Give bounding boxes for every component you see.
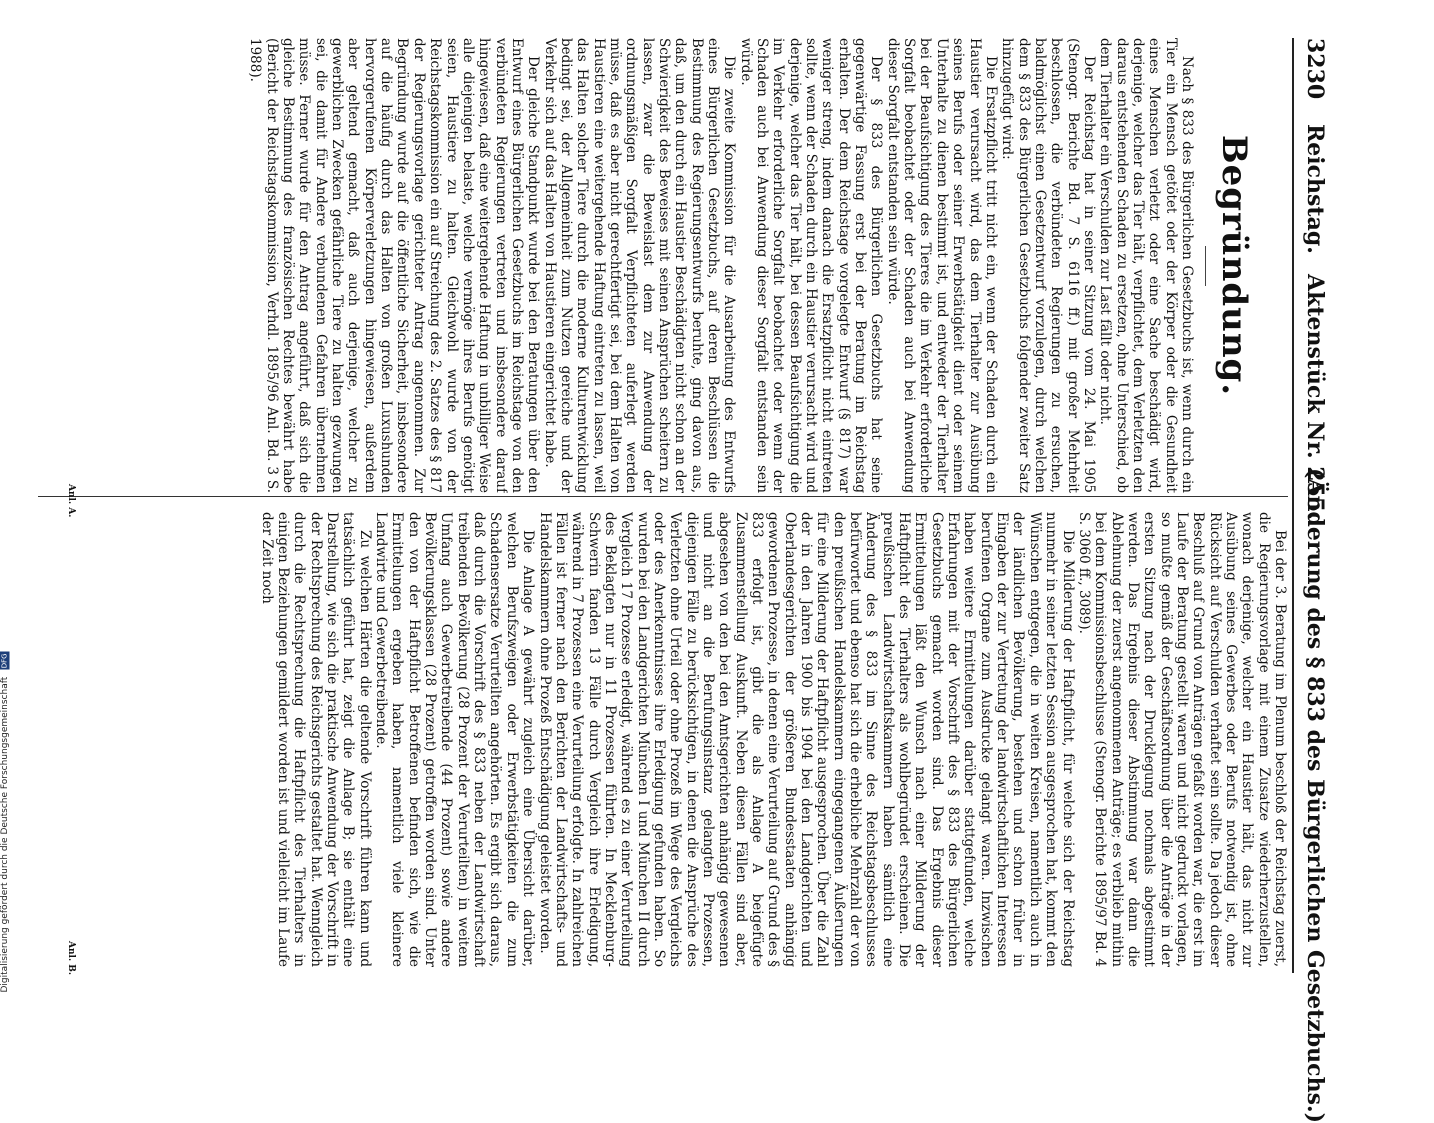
left-paragraphs [247,38,1195,493]
page-number: 3230 [1302,38,1328,100]
credit-text: Digitalisierung gefördert durch die Deutsche Forschungsgemeinschaft [0,676,10,992]
paragraph: Der gleiche Standpunkt wurde bei den Beratungen über den Entwurf eines Bürgerlichen Gesetzbuchs im Reichstage von den verbündeten Regierungen vertreten und insbesondere darauf hingewiesen, daß eine weitergehende Haftung in unbilliger Weise alle diejenigen belaste, welche vermöge ihres Berufs genötigt seien, Haustiere zu halten. Gleichwohl wurde von der Reichstagskommission ein auf Streichung des 2. Satzes des § 817 der Regierungsvorlage gerichteter Antrag angenommen. Zur Begründung wurde auf die öffentliche Sicherheit, insbesondere auf die häufig durch das Halten von großen Luxushunden hervorgerufenen Körperverletzungen hingewiesen, außerdem aber geltend gemacht, daß auch derjenige, welcher zu gewerblichen Zwecken gefährliche Tiere zu halten gezwungen sei, die damit für Andere verbundenen Gefahren übernehmen müsse. Ferner wurde für den Antrag angeführt, daß sich die gleiche Bestimmung des französischen Rechtes bewährt habe (Bericht der Reichstagskommission, Verhdl. 1895/96 Anl. Bd. 3 S. 1988). [247,38,542,493]
title-rule [1205,246,1206,286]
left-column [18,38,1288,493]
right-paragraphs [258,512,1288,967]
paragraph: Bei der 3. Beratung im Plenum beschloß der Reichstag zuerst, die Regierungsvorlage mit einem Zusatze wiederherzustellen, wonach derjenige, welcher ein Haustier hält, das nicht zur Ausübung seines Gewerbes oder Berufs notwendig ist, ohne Rücksicht auf Verschulden verhaftet sein sollte. Da jedoch dieser Beschluß auf Grund von Anträgen gefaßt worden war, die erst im Laufe der Beratung gestellt waren und nicht gedruckt vorlagen, so mußte gemäß der Geschäftsordnung über die Anträge in der ersten Sitzung nach der Drucklegung nochmals abgestimmt werden. Das Ergebnis dieser Abstimmung war dann die Ablehnung der zuerst angenommenen Anträge; es verblieb mithin bei dem Kommissionsbeschlusse (Stenogr. Berichte 1895/97 Bd. 4 S. 3060 ff., 3089). [1075,512,1288,967]
paragraph: Zu welchen Härten die geltende Vorschrift führen kann und tatsächlich geführt hat, zeigt die Anlage B; sie enthält eine Darstellung, wie sich die praktische Anwendung der Vorschrift in der Rechtsprechung des Reichsgerichts gestaltet hat. Wenngleich durch die Rechtsprechung die Haftpflicht des Tierhalters in einigen Beziehungen gemildert worden ist und vielleicht im Laufe der Zeit noch [258,512,373,967]
column-divider [38,496,1288,497]
paragraph: Die Milderung der Haftpflicht, für welche sich der Reichstag nunmehr in seiner letzten Session ausgesprochen hat, kommt den Wünschen entgegen, die in weiten Kreisen, namentlich auch in der ländlichen Bevölkerung, bestehen und schon früher in Eingaben der zur Vertretung der landwirtschaftlichen Interessen berufenen Organe zum Ausdrucke gelangt waren. Inzwischen haben weitere Ermittelungen darüber stattgefunden, welche Erfahrungen mit der Vorschrift des § 833 des Bürgerlichen Gesetzbuchs gemacht worden sind. Das Ergebnis dieser Ermittelungen läßt den Wunsch nach einer Milderung der Haftpflicht des Tierhalters als wohlbegründet erscheinen. Die preußischen Landwirtschaftskammern haben sämtlich eine Änderung des § 833 im Sinne des Reichstagsbeschlusses befürwortet und ebenso hat sich die erhebliche Mehrzahl der von den preußischen Handelskammern eingegangenen Äußerungen für eine Milderung der Haftpflicht ausgesprochen. Über die Zahl der in den Jahren 1900 bis 1904 bei den Landgerichten und Oberlandesgerichten der größeren Bundesstaaten anhängig gewordenen Prozesse, in denen eine Verurteilung auf Grund des § 833 erfolgt ist, gibt die als Anlage A beigefügte Zusammenstellung Auskunft. Neben diesen Fällen sind aber, abgesehen von den bei den Amtsgerichten anhängig gewesenen und nicht an die Berufungsinstanz gelangten Prozessen, diejenigen Fälle zu berücksichtigen, in denen die Ansprüche des Verletzten ohne Urteil oder ohne Prozeß im Wege des Vergleichs oder des Anerkenntnisses ihre Erledigung gefunden haben. So wurden bei den Landgerichten München I und München II durch Vergleich 17 Prozesse erledigt, während es zu einer Verurteilung des Beklagten nur in 11 Prozessen führten. In Mecklenburg-Schwerin fanden 13 Fälle durch Vergleich ihre Erledigung, während in 7 Prozessen eine Verurteilung erfolgte. In zahlreichen Fällen ist ferner nach den Berichten der Landwirtschafts- und Handelskammern ohne Prozeß Entschädigung geleistet worden. [536,512,1076,967]
dfg-logo: DFG [0,652,9,668]
paragraph: Die Ersatzpflicht tritt nicht ein, wenn der Schaden durch ein Haustier verursacht wird, das dem Tierhalter zur Ausübung seines Berufs oder seiner Erwerbstätigkeit dient oder seinem Unterhalte zu dienen bestimmt ist, und entweder der Tierhalter bei der Beaufsichtigung des Tieres die im Verkehr erforderliche Sorgfalt beobachtet oder der Schaden auch bei Anwendung dieser Sorgfalt entstanden sein würde. [884,38,999,493]
paragraph: Der Reichstag hat in seiner Sitzung vom 24. Mai 1905 (Stenogr. Berichte Bd. 7 S. 6116 ff.) mit großer Mehrheit beschlossen, die verbündeten Regierungen zu ersuchen, baldmöglichst einen Gesetzentwurf vorzulegen, durch welchen dem § 833 des Bürgerlichen Gesetzbuchs folgender zweiter Satz hinzugefügt wird: [999,38,1097,493]
right-column [18,512,1288,967]
paragraph: Der § 833 des Bürgerlichen Gesetzbuchs hat seine gegenwärtige Fassung erst bei der Beratung im Reichstag erhalten. Der dem Reichstage vorgelegte Entwurf (§ 817) war weniger streng, indem danach die Ersatzpflicht nicht eintreten sollte, wenn der Schaden durch ein Haustier verursacht wird und derjenige, welcher das Tier hält, bei dessen Beaufsichtigung die im Verkehr erforderliche Sorgfalt beobachtet oder wenn der Schaden auch bei Anwendung dieser Sorgfalt entstanden sein würde. [737,38,885,493]
document-reference: Aktenstück Nr. 255. [1302,274,1328,520]
margin-note-anlage-b: Anl. B. [66,941,76,975]
paragraph: Die Anlage A gewährt zugleich eine Übersicht darüber, welchen Berufszweigen oder Erwerbstätigkeiten die zum Schadensersatze Verurteilten angehörten. Es ergibt sich daraus, daß durch die Vorschrift des § 833 neben der Landwirtschaft treibenden Bevölkerung (28 Prozent der Verurteilten) in weitem Umfang auch Gewerbetreibende (44 Prozent) sowie andere Bevölkerungsklassen (28 Prozent) getroffen worden sind. Unter den von der Haftpflicht Betroffenen befinden sich, wie die Ermittelungen ergeben haben, namentlich viele kleinere Landwirte und Gewerbetreibende. [373,512,537,967]
digitization-credit [0,651,10,992]
document-subject: (Änderung des § 833 des Bürgerlichen Gesetzbuchs.) [1302,468,1328,1123]
section-title: Begründung. [1214,134,1254,397]
margin-note-anlage-a: Anl. A. [66,484,76,518]
running-header [1292,38,1334,1123]
running-title: Reichstag. [1302,124,1328,254]
paragraph: Die zweite Kommission für die Ausarbeitung des Entwurfs eines Bürgerlichen Gesetzbuchs, auf deren Beschlüssen die Bestimmung des Regierungsentwurfs beruhte, ging davon aus, daß, um den durch ein Haustier Beschädigten nicht schon an der Schwierigkeit des Beweises mit seinen Ansprüchen scheitern zu lassen, zwar die Beweislast dem zur Anwendung der ordnungsmäßigen Sorgfalt Verpflichteten auferlegt werden müsse, daß es aber nicht gerechtfertigt sei, bei dem Halten von Haustieren eine weitergehende Haftung eintreten zu lassen, weil das Halten solcher Tiere durch die moderne Kulturentwicklung bedingt sei, der Allgemeinheit zum Nutzen gereiche und der Verkehr sich auf das Halten von Haustieren eingerichtet habe. [541,38,738,493]
paragraph: Nach § 833 des Bürgerlichen Gesetzbuchs ist, wenn durch ein Tier ein Mensch getötet oder der Körper oder die Gesundheit eines Menschen verletzt oder eine Sache beschädigt wird, derjenige, welcher das Tier hält, verpflichtet, dem Verletzten den daraus entstehenden Schaden zu ersetzen, ohne Unterschied, ob dem Tierhalter ein Verschulden zur Last fällt oder nicht. [1097,38,1195,493]
